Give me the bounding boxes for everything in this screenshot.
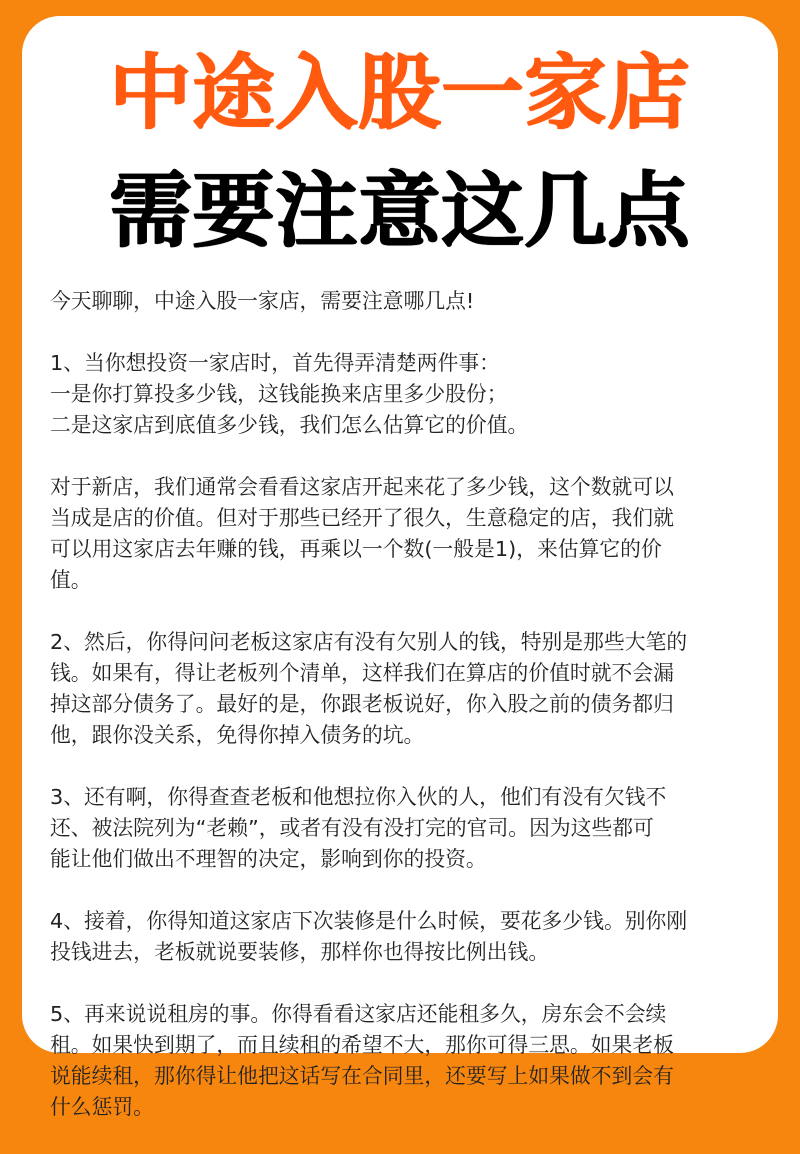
- paragraph-point-1: [50, 348, 756, 441]
- text-line: 2、然后，你得问问老板这家店有没有欠别人的钱，特别是那些大笔的: [50, 630, 688, 654]
- paragraph-point-3: [50, 782, 756, 875]
- text-line: 投钱进去，老板就说要装修，那样你也得按比例出钱。: [50, 940, 550, 964]
- text-line: 1、当你想投资一家店时，首先得弄清楚两件事：: [50, 351, 500, 375]
- text-line: 二是这家店到底值多少钱，我们怎么估算它的价值。: [50, 413, 529, 437]
- content-card: [22, 16, 778, 1119]
- article-body: [50, 286, 756, 1154]
- paragraph-intro: [50, 286, 756, 317]
- text-line: 3、还有啊，你得查查老板和他想拉你入伙的人，他们有没有欠钱不: [50, 785, 667, 809]
- title-line-2: 需要注意这几点: [109, 164, 691, 259]
- text-line: 什么惩罚。: [50, 1095, 154, 1119]
- text-line: 5、再来说说租房的事。你得看看这家店还能租多久，房东会不会续: [50, 1002, 667, 1026]
- text-line: 能让他们做出不理智的决定，影响到你的投资。: [50, 847, 487, 871]
- text-line: 当成是店的价值。但对于那些已经开了很久，生意稳定的店，我们就: [50, 506, 674, 530]
- title-line-1: 中途入股一家店: [109, 46, 691, 141]
- text-line: 还、被法院列为“老赖”，或者有没有没打完的官司。因为这些都可: [50, 816, 654, 840]
- text-line: 4、接着，你得知道这家店下次装修是什么时候，要花多少钱。别你刚: [50, 909, 688, 933]
- text-line: 掉这部分债务了。最好的是，你跟老板说好，你入股之前的债务都归: [50, 692, 674, 716]
- text-line: 他，跟你没关系，免得你掉入债务的坑。: [50, 723, 425, 747]
- paragraph-point-5: [50, 999, 756, 1123]
- text-line: 值。: [50, 568, 92, 592]
- paragraph-valuation: [50, 472, 756, 596]
- text-line: 一是你打算投多少钱，这钱能换来店里多少股份；: [50, 382, 508, 406]
- text-line: 可以用这家店去年赚的钱，再乘以一个数(一般是1)，来估算它的价: [50, 537, 662, 561]
- paragraph-point-4: [50, 906, 756, 968]
- text-line: 今天聊聊，中途入股一家店，需要注意哪几点!: [50, 289, 475, 313]
- text-line: 租。如果快到期了，而且续租的希望不大，那你可得三思。如果老板: [50, 1033, 674, 1057]
- text-line: 钱。如果有，得让老板列个清单，这样我们在算店的价值时就不会漏: [50, 661, 674, 685]
- text-line: 说能续租，那你得让他把这话写在合同里，还要写上如果做不到会有: [50, 1064, 674, 1088]
- paragraph-point-2: [50, 627, 756, 751]
- text-line: 对于新店，我们通常会看看这家店开起来花了多少钱，这个数就可以: [50, 475, 674, 499]
